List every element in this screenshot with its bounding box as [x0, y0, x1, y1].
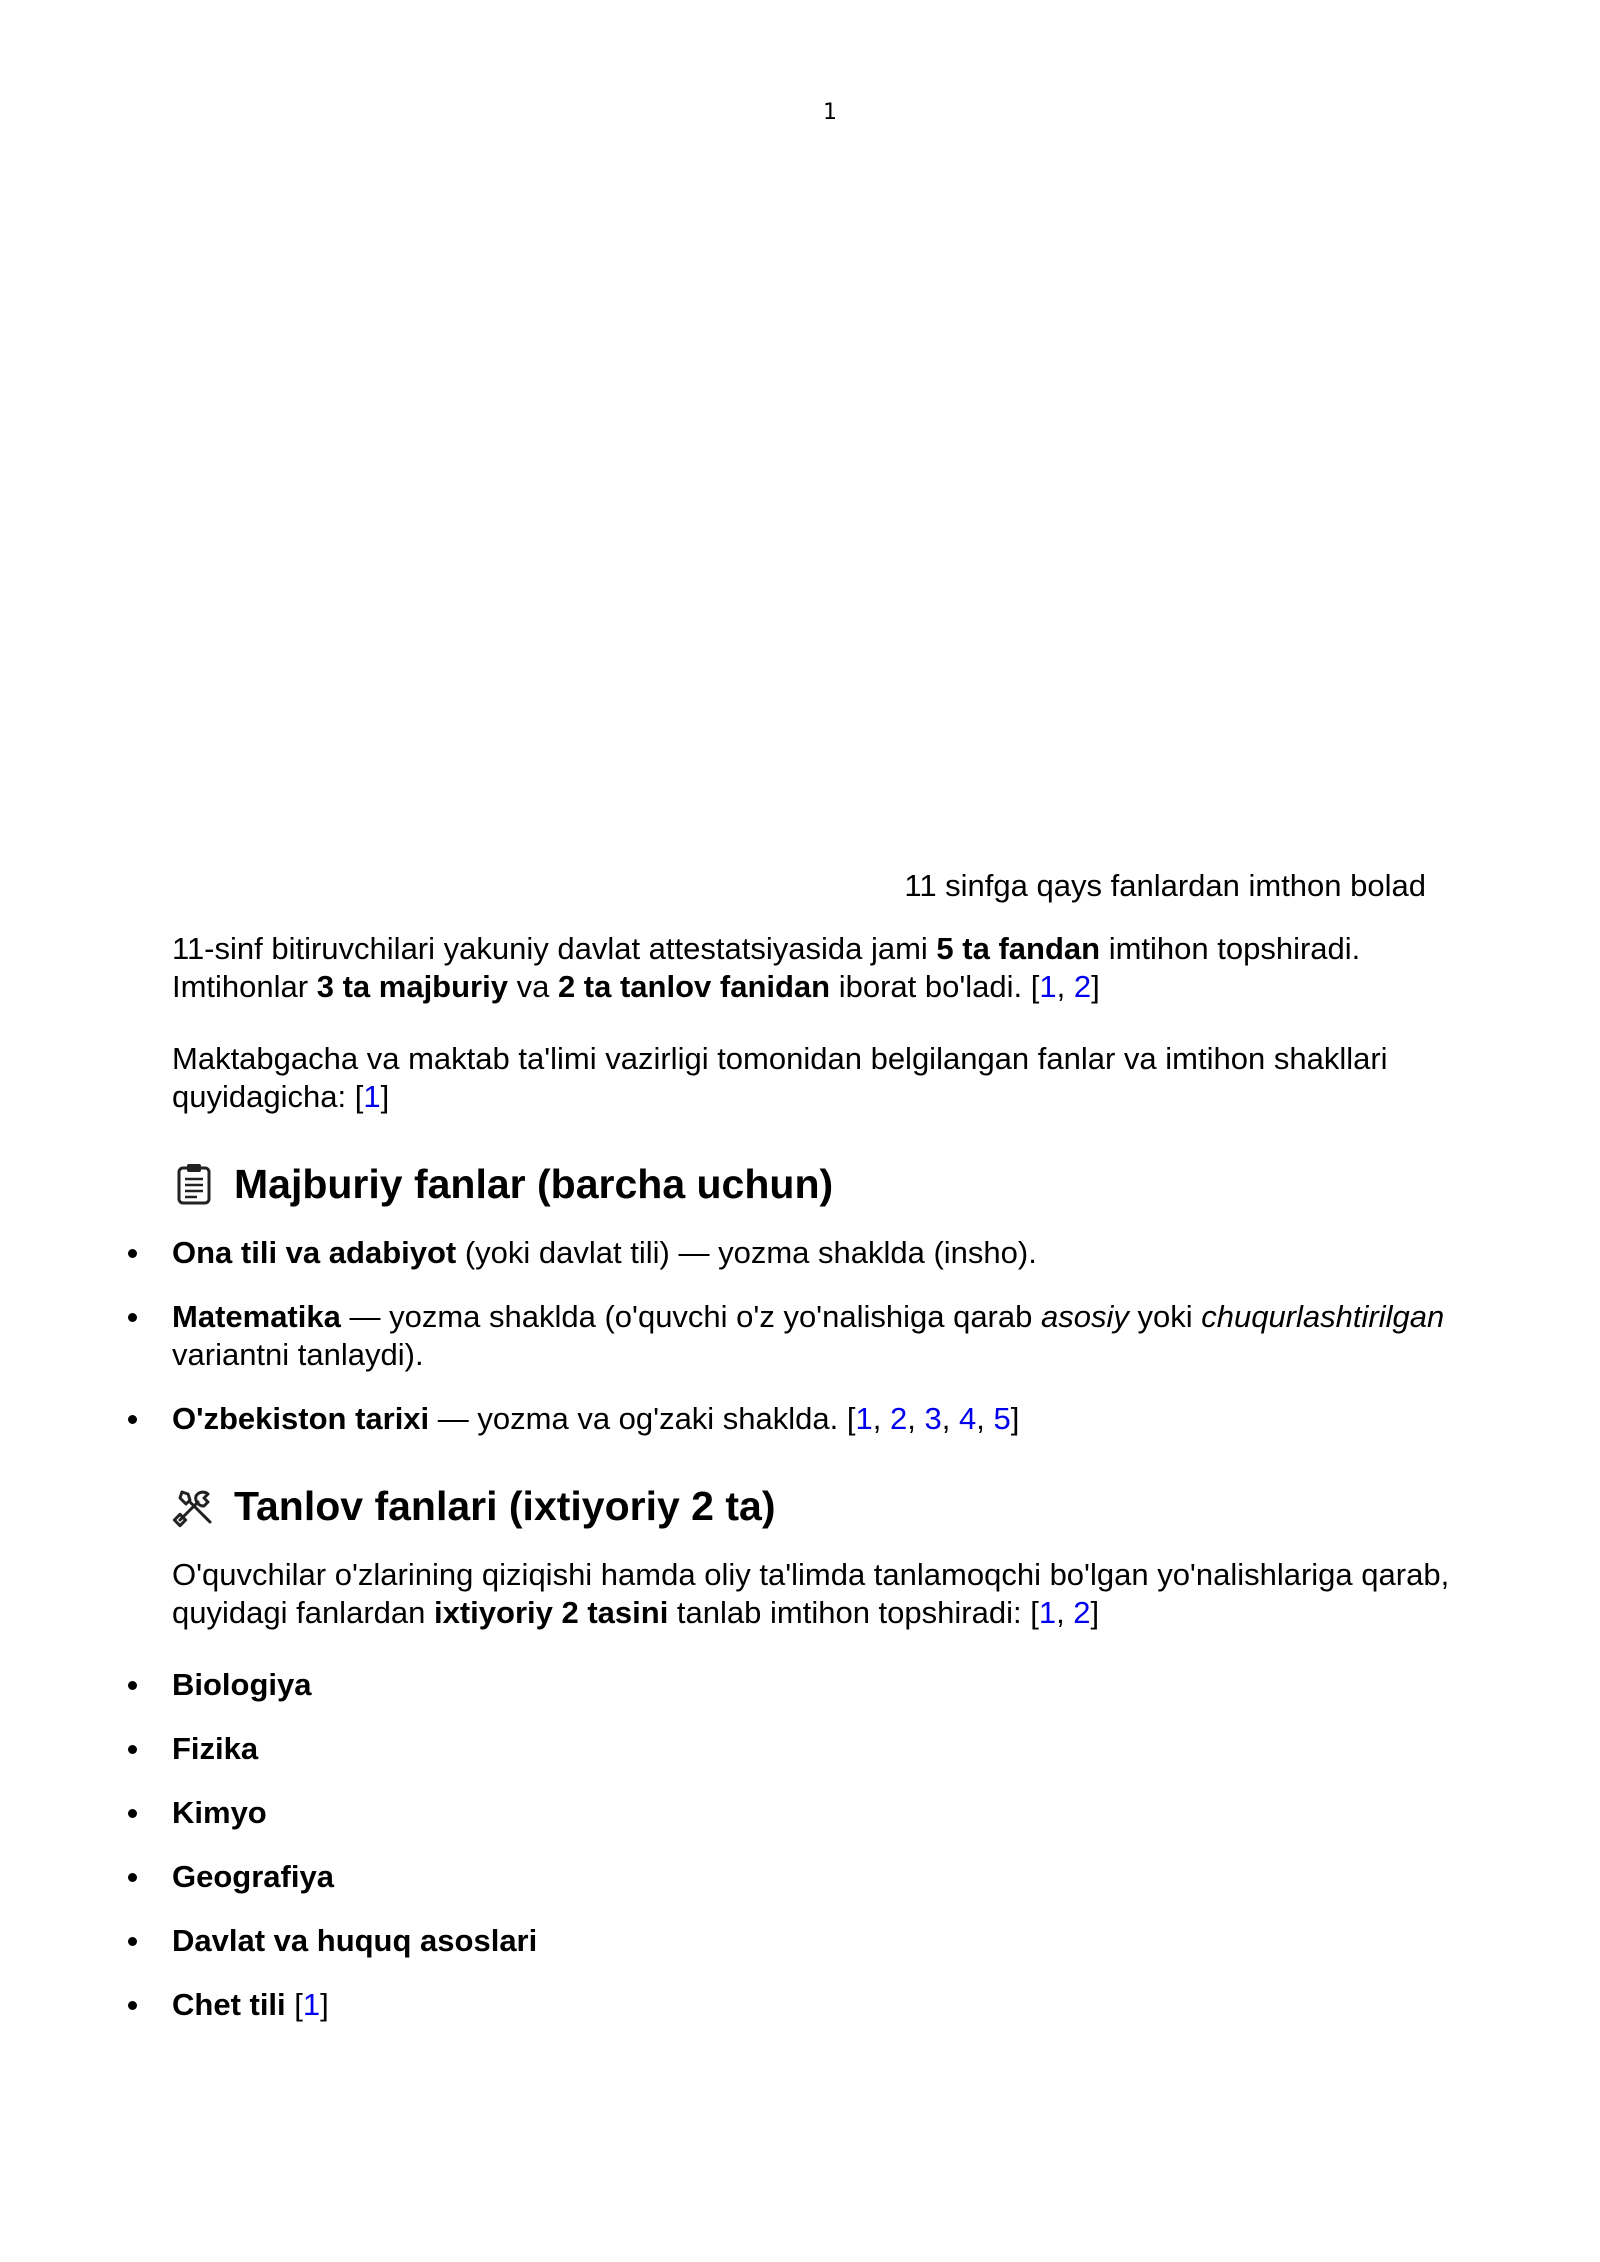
subject-description: yoki [1128, 1299, 1202, 1334]
list-item [172, 1922, 1462, 1960]
subject-description: variantni tanlaydi). [172, 1337, 424, 1372]
section-heading-optional [172, 1482, 1462, 1530]
intro-paragraph-1: 11-sinf bitiruvchilari yakuniy davlat attestatsiyasida jami 5 ta fandan imtihon topshiradi. Imtihonlar 3 ta majburiy va 2 ta tanlov fanidan iborat bo'ladi. [1, 2] [172, 931, 1361, 1004]
citation-link[interactable]: 1 [1039, 969, 1057, 1004]
subject-description: (yoki davlat tili) — yozma shaklda (insho). [456, 1235, 1037, 1270]
intro1-text-4: iborat bo'ladi. [830, 969, 1031, 1004]
optional-intro-text-1: O'quvchilar o'zlarining qiziqishi hamda oliy ta'limda tanlamoqchi bo'lgan yo'nalishlariga qarab, quyidagi fanlardan [172, 1557, 1450, 1630]
list-item [172, 1730, 1462, 1768]
optional-intro-paragraph: O'quvchilar o'zlarining qiziqishi hamda oliy ta'limda tanlamoqchi bo'lgan yo'nalishlariga qarab, quyidagi fanlardan ixtiyoriy 2 tasini tanlab imtihon topshiradi: [1, 2] [172, 1557, 1450, 1630]
optional-subjects-list [172, 1666, 1462, 2024]
subject-name: Matematika [172, 1299, 341, 1334]
citation-link[interactable]: 2 [890, 1401, 908, 1436]
citation-link[interactable]: 5 [993, 1401, 1011, 1436]
subject-name: Fizika [172, 1731, 259, 1766]
section-heading-text: Majburiy fanlar (barcha uchun) [234, 1161, 834, 1207]
subject-italic: asosiy [1040, 1299, 1129, 1334]
intro-paragraph-2: Maktabgacha va maktab ta'limi vazirligi tomonidan belgilangan fanlar va imtihon shakllari quyidagicha: [1] [172, 1041, 1388, 1114]
intro1-bold-3: 2 ta tanlov fanidan [557, 969, 831, 1004]
subject-name: O'zbekiston tarixi [172, 1401, 430, 1436]
subject-italic: chuqurlashtirilgan [1201, 1299, 1445, 1334]
citation-link[interactable]: 1 [855, 1401, 873, 1436]
query-text: 11 sinfga qays fanlardan imthon bolad [904, 868, 1426, 903]
intro1-bold-2: 3 ta majburiy [316, 969, 508, 1004]
intro1-text-2: imtihon topshiradi. Imtihonlar [172, 931, 1361, 1004]
subject-name: Geografiya [172, 1859, 334, 1894]
list-item [172, 1794, 1462, 1832]
clipboard-icon [172, 1162, 216, 1206]
document-body [172, 930, 1462, 2050]
citation-link[interactable]: 1 [1038, 1595, 1057, 1630]
section-heading-text: Tanlov fanlari (ixtiyoriy 2 ta) [234, 1483, 776, 1529]
intro2-text: Maktabgacha va maktab ta'limi vazirligi tomonidan belgilangan fanlar va imtihon shakllari quyidagicha: [172, 1041, 1388, 1114]
intro1-text-3: va [507, 969, 558, 1004]
list-item: O'zbekiston tarixi — yozma va og'zaki shaklda. [1, 2, 3, 4, 5] [172, 1400, 1462, 1438]
intro1-bold-1: 5 ta fandan [936, 931, 1101, 966]
subject-name: Kimyo [172, 1795, 267, 1830]
subject-name: Ona tili va adabiyot [172, 1235, 457, 1270]
citation-link[interactable]: 1 [363, 1079, 381, 1114]
subject-name: Chet tili [172, 1987, 286, 2022]
subject-description: — yozma va og'zaki shaklda. [429, 1401, 847, 1436]
optional-intro-text-2: tanlab imtihon topshiradi: [668, 1595, 1031, 1630]
citation-link[interactable]: 2 [1073, 1595, 1091, 1630]
citation-link[interactable]: 2 [1073, 969, 1092, 1004]
list-item [172, 1298, 1462, 1374]
citation-link[interactable]: 3 [924, 1401, 942, 1436]
required-subjects-list [172, 1234, 1462, 1438]
section-heading-required [172, 1160, 1462, 1208]
list-item [172, 1234, 1462, 1272]
subject-name: Davlat va huquq asoslari [172, 1923, 538, 1958]
list-item: Chet tili [1] [172, 1986, 1462, 2024]
list-item [172, 1858, 1462, 1896]
intro1-text-1: 11-sinf bitiruvchilari yakuniy davlat attestatsiyasida jami [172, 931, 937, 966]
list-item [172, 1666, 1462, 1704]
subject-description: — yozma shaklda (o'quvchi o'z yo'nalishiga qarab [340, 1299, 1041, 1334]
subject-name: Biologiya [172, 1667, 312, 1702]
optional-intro-bold: ixtiyoriy 2 tasini [433, 1595, 669, 1630]
citation-link[interactable]: 4 [958, 1401, 977, 1436]
page-number: 1 [823, 100, 837, 125]
citation-link[interactable]: 1 [302, 1987, 321, 2022]
tools-icon [172, 1484, 216, 1528]
